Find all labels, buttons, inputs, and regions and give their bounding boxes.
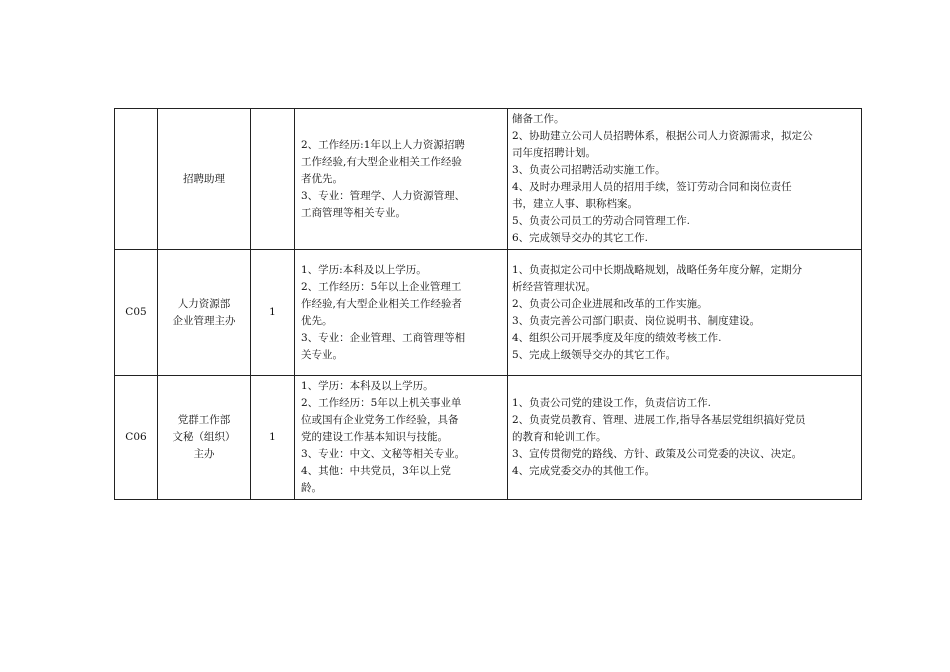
duties-cell [508,250,862,376]
position-code-cell: C06 [115,376,158,500]
duty-line: 4、组织公司开展季度及年度的绩效考核工作. [512,331,722,344]
position-title-line: 党群工作部 [177,414,231,426]
position-title-line: 主办 [193,448,215,460]
requirement-line: 龄。 [301,482,322,494]
position-title-cell [158,109,251,250]
duty-line: 3、宣传贯彻党的路线、方针、政策及公司党委的决议、决定。 [512,448,803,460]
duty-line: 1、负责公司党的建设工作，负责信访工作. [512,397,712,409]
position-code-cell [115,109,158,250]
duty-line: 4、完成党委交办的其他工作。 [512,465,656,477]
requirement-line: 者优先。 [301,172,343,185]
requirement-line: 党的建设工作基本知识与技能。 [301,431,448,443]
position-code-cell: C05 [115,250,158,376]
requirement-line: 3、专业：管理学、人力资源管理、 [301,189,466,202]
requirements-cell [295,250,508,376]
requirement-line: 4、其他：中共党员，3年以上党 [301,465,451,477]
requirement-line: 3、专业：企业管理、工商管理等相 [301,331,466,344]
requirement-line: 1、学历:本科及以上学历。 [301,263,427,276]
position-title-line: 文秘（组织） [172,431,236,443]
requirement-line: 优先。 [301,314,333,327]
duty-line: 3、负责公司招聘活动实施工作。 [512,164,666,176]
duty-line: 的教育和轮训工作。 [512,431,607,443]
headcount-cell: 1 [251,376,295,500]
requirements-cell [295,376,508,500]
table-row [115,250,862,376]
requirements-cell [295,109,508,250]
requirement-line: 作经验,有大型企业相关工作经验者 [301,297,462,310]
position-title-line: 人力资源部 [177,297,231,310]
duty-line: 2、协助建立公司人员招聘体系，根据公司人力资源需求，拟定公 [512,130,813,142]
position-title-line: 企业管理主办 [172,314,236,327]
requirement-line: 位或国有企业党务工作经验，具备 [301,414,459,426]
requirement-line: 3、专业：中文、文秘等相关专业。 [301,448,466,460]
position-title-line: 招聘助理 [183,172,225,185]
duty-line: 2、负责公司企业进展和改革的工作实施。 [512,297,708,310]
duty-line: 2、负责党员教育、管理、进展工作,指导各基层党组织搞好党员 [512,414,806,426]
requirement-line: 关专业。 [301,348,343,361]
duty-line: 1、负责拟定公司中长期战略规划，战略任务年度分解，定期分 [512,263,803,276]
duty-line: 司年度招聘计划。 [512,147,596,159]
requirement-line: 2、工作经历:1年以上人力资源招聘 [301,138,465,151]
duty-line: 3、负责完善公司部门职责、岗位说明书、制度建设。 [512,314,761,327]
duty-line: 4、及时办理录用人员的招用手续，签订劳动合同和岗位责任 [512,181,792,193]
table-row [115,376,862,500]
duty-line: 析经营管理状况。 [512,280,596,293]
duty-line: 储备工作。 [512,113,565,125]
duty-line: 书，建立人事、职称档案。 [512,198,638,210]
table-row [115,109,862,250]
duty-line: 5、负责公司员工的劳动合同管理工作. [512,215,691,227]
headcount-cell: 1 [251,250,295,376]
requirement-line: 2、工作经历：5年以上机关事业单 [301,397,462,409]
duties-cell [508,376,862,500]
requirement-line: 1、学历：本科及以上学历。 [301,380,434,392]
duty-line: 6、完成领导交办的其它工作. [512,232,649,244]
headcount-cell [251,109,295,250]
duty-line: 5、完成上级领导交办的其它工作。 [512,348,677,361]
requirement-line: 2、工作经历：5年以上企业管理工 [301,280,462,293]
requirement-line: 工作经验,有大型企业相关工作经验 [301,155,462,168]
job-description-table [114,108,862,500]
position-title-cell [158,250,251,376]
position-title-cell [158,376,251,500]
table-body [115,109,862,500]
requirement-line: 工商管理等相关专业。 [301,206,406,219]
duties-cell [508,109,862,250]
